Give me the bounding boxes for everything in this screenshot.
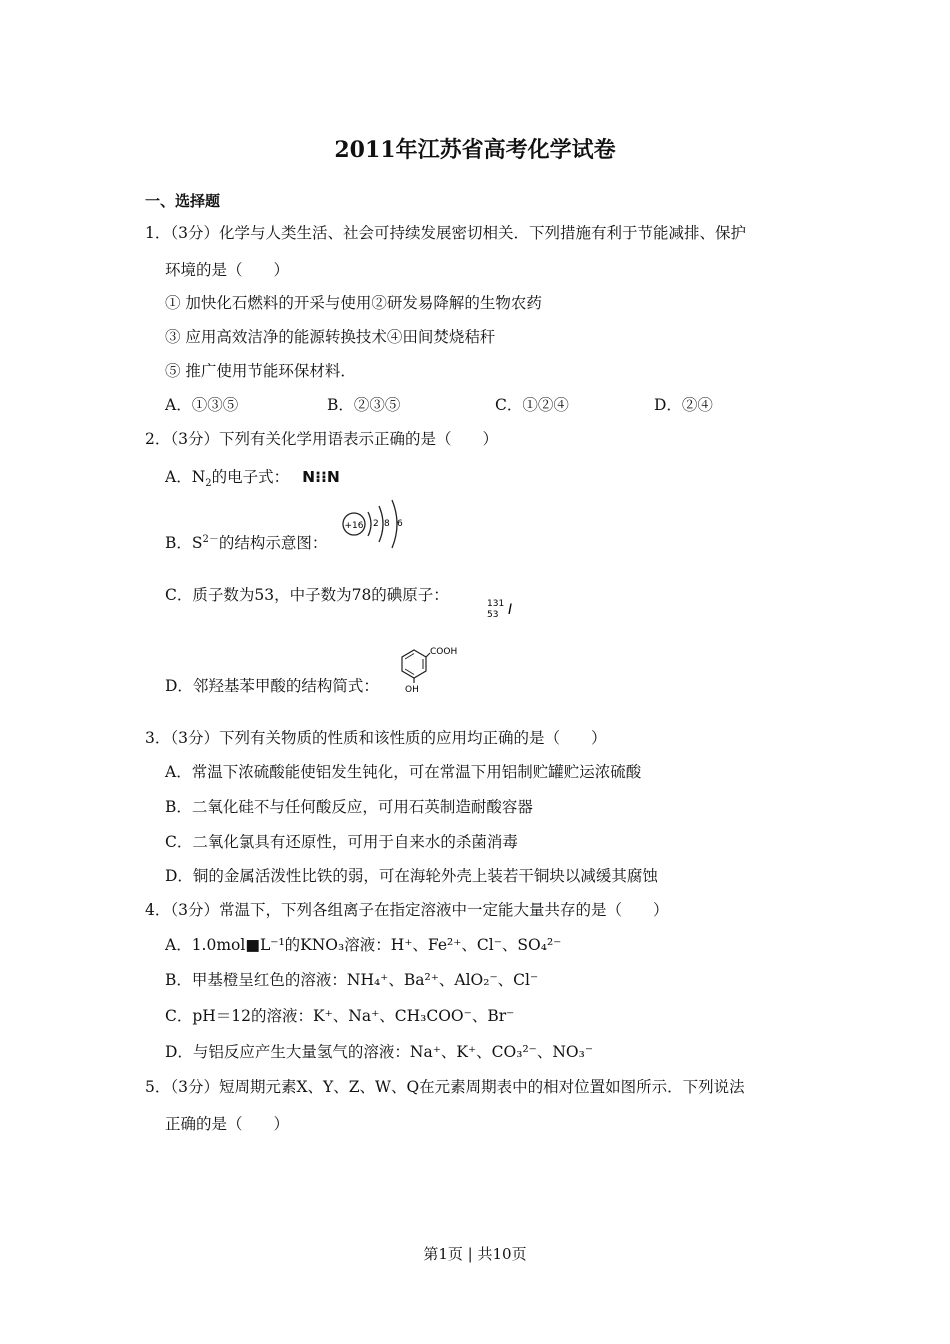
question-4-stem: 4．（3分）常温下，下列各组离子在指定溶液中一定能大量共存的是（ ）: [145, 901, 669, 919]
question-3-option-a: A．常温下浓硫酸能使铝发生钝化，可在常温下用铝制贮罐贮运浓硫酸: [165, 763, 642, 781]
question-1-item-3: ⑤ 推广使用节能环保材料．: [165, 362, 356, 380]
n2-electron-formula: N⁝⁝N: [302, 468, 340, 486]
question-2-stem: 2．（3分）下列有关化学用语表示正确的是（ ）: [145, 430, 498, 448]
question-2-option-b: B．$S^{2-}$的结构示意图：: [165, 533, 328, 552]
element-symbol: I: [508, 602, 513, 618]
question-5-stem: 5．（3分）短周期元素X、Y、Z、W、Q在元素周期表中的相对位置如图所示．下列说法: [145, 1078, 745, 1096]
nucleus-label: +16: [344, 521, 364, 531]
question-5-stem-cont: 正确的是（ ）: [165, 1115, 290, 1133]
benzoic-acid-structure-diagram: [392, 642, 464, 694]
question-1-stem-cont: 环境的是（ ）: [165, 261, 290, 279]
question-1-item-2: ③ 应用高效洁净的能源转换技术④田间焚烧秸秆: [165, 328, 496, 346]
question-3-option-d: D．铜的金属活泼性比铁的弱，可在海轮外壳上装若干铜块以减缓其腐蚀: [165, 867, 658, 885]
section-heading: 一、选择题: [145, 192, 221, 210]
question-4-option-a: A．1.0mol■L⁻¹的KNO₃溶液：H⁺、Fe²⁺、Cl⁻、SO₄²⁻: [165, 936, 562, 954]
atomic-number: 53: [487, 610, 499, 620]
oh-label: OH: [405, 685, 419, 694]
question-4-option-d: D．与铝反应产生大量氢气的溶液：Na⁺、K⁺、CO₃²⁻、NO₃⁻: [165, 1043, 594, 1061]
question-1-option-d: D．②④: [654, 396, 713, 414]
question-4-option-b: B．甲基橙呈红色的溶液：NH₄⁺、Ba²⁺、AlO₂⁻、Cl⁻: [165, 971, 539, 989]
question-2-option-d: D．邻羟基苯甲酸的结构简式：: [165, 677, 379, 695]
question-4-option-c: C．pH＝12的溶液：K⁺、Na⁺、CH₃COO⁻、Br⁻: [165, 1007, 515, 1025]
question-3-option-b: B．二氧化硅不与任何酸反应，可用石英制造耐酸容器: [165, 798, 533, 816]
question-3-stem: 3．（3分）下列有关物质的性质和该性质的应用均正确的是（ ）: [145, 729, 607, 747]
shell-3-label: 6: [397, 519, 403, 529]
shell-1-label: 2: [373, 519, 379, 529]
shell-2-label: 8: [384, 519, 390, 529]
question-1-option-a: A．①③⑤: [165, 396, 239, 414]
page-footer: 第1页 | 共10页: [423, 1245, 527, 1263]
question-1-option-c: C．①②④: [495, 396, 569, 414]
question-1-stem: 1．（3分）化学与人类生活、社会可持续发展密切相关．下列措施有利于节能减排、保护: [145, 224, 746, 242]
question-1-option-b: B．②③⑤: [327, 396, 401, 414]
question-1-item-1: ① 加快化石燃料的开采与使用②研发易降解的生物农药: [165, 294, 542, 312]
page-title: 2011年江苏省高考化学试卷: [334, 137, 616, 163]
sulfur-ion-structure-diagram: [338, 498, 410, 550]
question-3-option-c: C．二氧化氯具有还原性，可用于自来水的杀菌消毒: [165, 833, 518, 851]
cooh-label: COOH: [430, 647, 458, 657]
iodine-nuclide-notation: [486, 596, 522, 622]
question-2-option-a: A．$N_2$的电子式： N⁝⁝N: [165, 468, 340, 490]
question-2-option-c: C．质子数为53，中子数为78的碘原子：: [165, 586, 449, 604]
mass-number: 131: [487, 599, 505, 609]
